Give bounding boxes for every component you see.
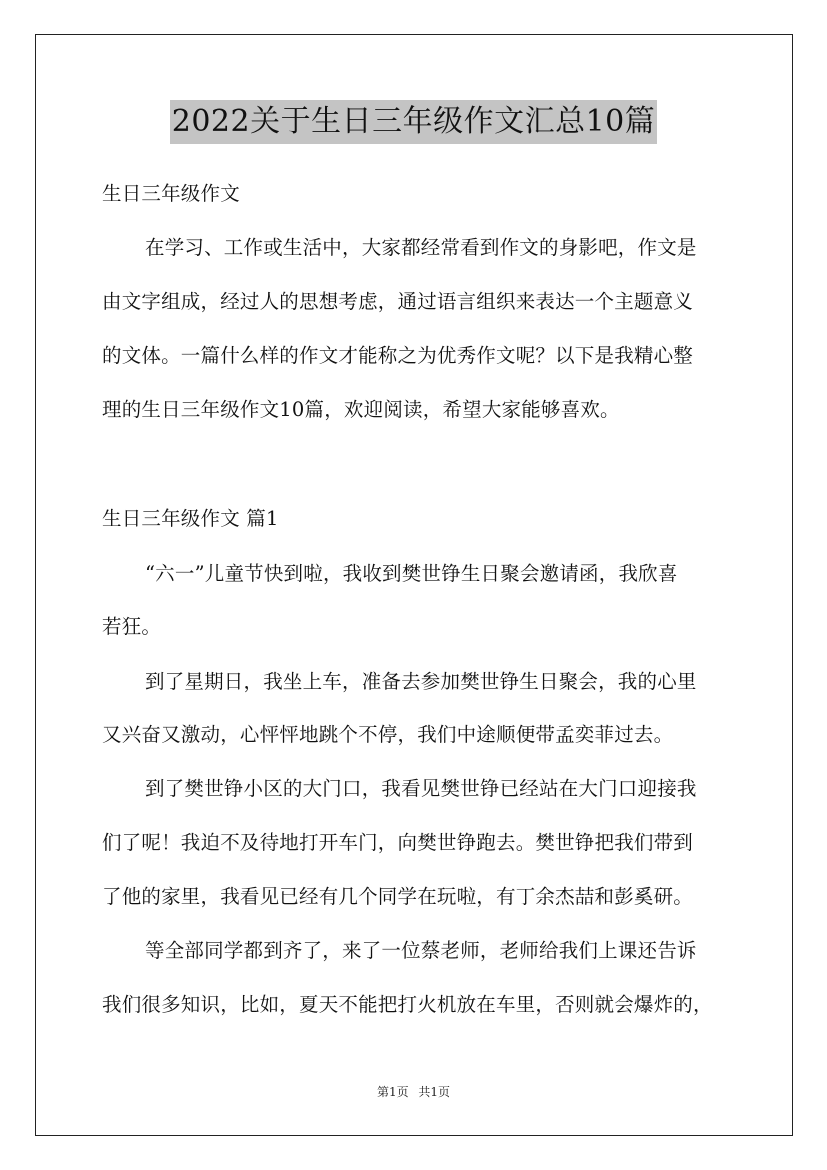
essay-line-7: 了他的家里，我看见已经有几个同学在玩啦，有丁余杰喆和彭奚研。 bbox=[102, 885, 694, 908]
essay-line-2: 若狂。 bbox=[102, 615, 162, 638]
document-title: 2022关于生日三年级作文汇总10篇 bbox=[170, 100, 658, 144]
intro-line-1: 在学习、工作或生活中，大家都经常看到作文的身影吧，作文是 bbox=[145, 236, 697, 259]
intro-line-3: 的文体。一篇什么样的作文才能称之为优秀作文呢？以下是我精心整 bbox=[102, 344, 694, 367]
essay-line-6: 们了呢！我迫不及待地打开车门，向樊世铮跑去。樊世铮把我们带到 bbox=[102, 831, 694, 854]
essay-line-8: 等全部同学都到齐了，来了一位蔡老师，老师给我们上课还告诉 bbox=[145, 939, 697, 962]
page-total: 共1页 bbox=[418, 1085, 451, 1099]
intro-line-4: 理的生日三年级作文10篇，欢迎阅读，希望大家能够喜欢。 bbox=[102, 398, 620, 421]
essay-line-3: 到了星期日，我坐上车，准备去参加樊世铮生日聚会，我的心里 bbox=[145, 670, 697, 693]
page-footer bbox=[0, 1084, 827, 1100]
essay-line-4: 又兴奋又激动，心怦怦地跳个不停，我们中途顺便带孟奕菲过去。 bbox=[102, 723, 674, 746]
intro-line-2: 由文字组成，经过人的思想考虑，通过语言组织来表达一个主题意义 bbox=[102, 290, 694, 313]
essay-heading: 生日三年级作文 篇1 bbox=[102, 507, 279, 530]
section-heading: 生日三年级作文 bbox=[102, 182, 240, 205]
title-wrap bbox=[0, 100, 827, 144]
essay-line-1: “六一”儿童节快到啦，我收到樊世铮生日聚会邀请函，我欣喜 bbox=[145, 562, 678, 585]
essay-line-9: 我们很多知识，比如，夏天不能把打火机放在车里，否则就会爆炸的， bbox=[102, 993, 713, 1016]
page-number: 第1页 bbox=[376, 1085, 409, 1099]
essay-line-5: 到了樊世铮小区的大门口，我看见樊世铮已经站在大门口迎接我 bbox=[145, 777, 697, 800]
